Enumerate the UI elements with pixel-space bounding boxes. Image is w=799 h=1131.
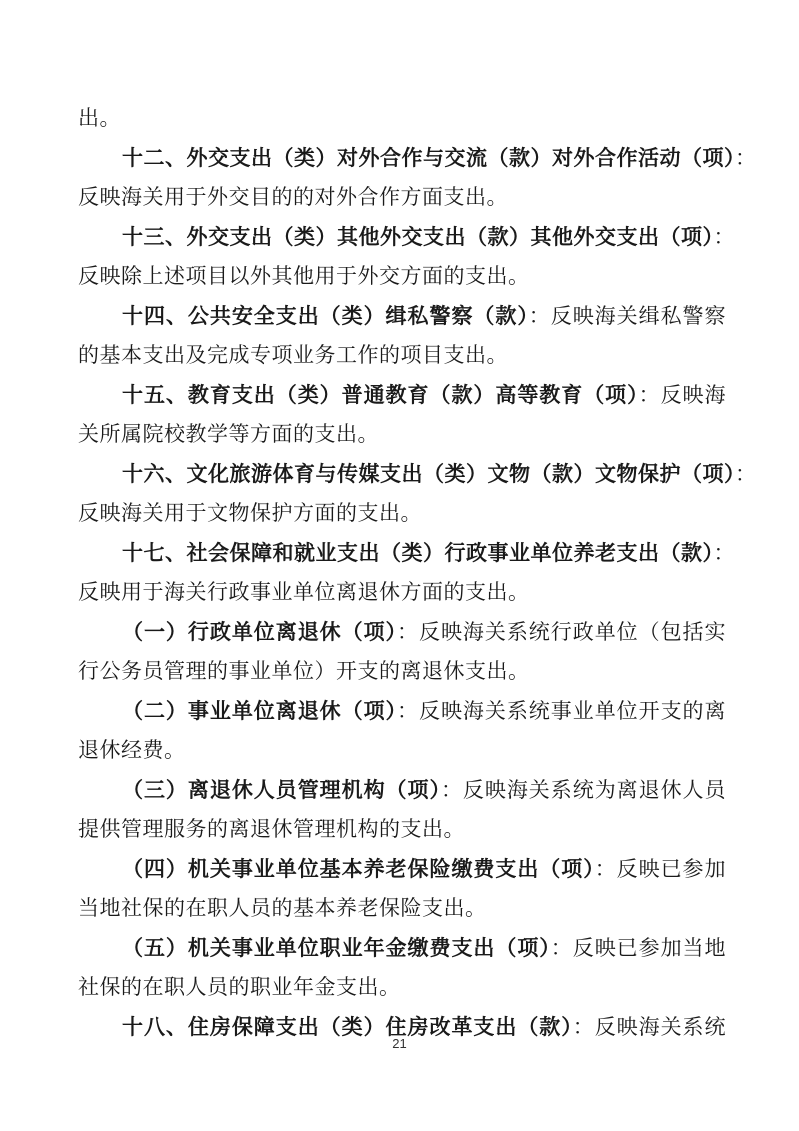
text-line — [122, 375, 726, 415]
text-line — [122, 849, 726, 889]
bold-heading: 十八、住房保障支出（类）住房改革支出（款） — [122, 1014, 573, 1039]
body-text: ：反映已参加当地 — [550, 935, 727, 960]
body-text: 行公务员管理的事业单位）开支的离退休支出。 — [78, 659, 530, 683]
text-line — [78, 730, 726, 770]
body-text: ：反映海关系统行政单位（包括实 — [397, 619, 727, 644]
body-text: 的基本支出及完成专项业务工作的项目支出。 — [78, 343, 508, 367]
text-line — [78, 414, 726, 454]
bold-heading: （三）离退休人员管理机构（项） — [122, 777, 441, 802]
body-text: ：反映海关系统 — [572, 1014, 727, 1039]
body-text: ：反映海关缉私警察 — [528, 303, 726, 328]
text-line — [78, 98, 726, 138]
body-text: ： — [735, 145, 757, 170]
text-line — [78, 493, 726, 533]
text-line — [122, 770, 726, 810]
text-line — [122, 454, 757, 494]
bold-heading: 十三、外交支出（类）其他外交支出（款）其他外交支出（项） — [122, 224, 714, 249]
bold-heading: （二）事业单位离退休（项） — [122, 698, 398, 723]
bold-heading: 十四、公共安全支出（类）缉私警察（款） — [122, 303, 529, 328]
text-line — [122, 138, 757, 178]
text-line — [78, 572, 726, 612]
body-text: 关所属院校教学等方面的支出。 — [78, 422, 379, 446]
text-line — [78, 967, 726, 1007]
body-text: 社保的在职人员的职业年金支出。 — [78, 975, 401, 999]
body-text: ： — [713, 540, 735, 565]
body-text: ： — [713, 224, 735, 249]
body-text: 反映海关用于外交目的的对外合作方面支出。 — [78, 185, 508, 209]
text-line — [122, 928, 726, 968]
body-text: 反映海关用于文物保护方面的支出。 — [78, 501, 422, 525]
body-text: 反映用于海关行政事业单位离退休方面的支出。 — [78, 580, 530, 604]
text-line — [78, 177, 726, 217]
text-line — [122, 612, 726, 652]
body-text: 出。 — [78, 106, 121, 130]
bold-heading: （四）机关事业单位基本养老保险缴费支出（项） — [122, 856, 595, 881]
bold-heading: 十七、社会保障和就业支出（类）行政事业单位养老支出（款） — [122, 540, 714, 565]
body-text: 当地社保的在职人员的基本养老保险支出。 — [78, 896, 487, 920]
body-text: 提供管理服务的离退休管理机构的支出。 — [78, 817, 465, 841]
body-text: ：反映海关系统为离退休人员 — [440, 777, 727, 802]
body-text: ：反映海关系统事业单位开支的离 — [397, 698, 727, 723]
bold-heading: 十二、外交支出（类）对外合作与交流（款）对外合作活动（项） — [122, 145, 735, 170]
bold-heading: （一）行政单位离退休（项） — [122, 619, 398, 644]
bold-heading: 十六、文化旅游体育与传媒支出（类）文物（款）文物保护（项） — [122, 461, 735, 486]
body-text: ： — [735, 461, 757, 486]
text-line — [78, 888, 726, 928]
text-line — [78, 256, 726, 296]
bold-heading: 十五、教育支出（类）普通教育（款）高等教育（项） — [122, 382, 639, 407]
page-number: 21 — [392, 1036, 407, 1051]
body-text: ：反映海 — [638, 382, 726, 407]
bold-heading: （五）机关事业单位职业年金缴费支出（项） — [122, 935, 551, 960]
text-line — [78, 335, 726, 375]
text-line — [78, 651, 726, 691]
text-line — [122, 533, 735, 573]
text-line — [122, 217, 735, 257]
body-text: 退休经费。 — [78, 738, 186, 762]
text-line — [122, 296, 726, 336]
body-text: ：反映已参加 — [594, 856, 727, 881]
text-line — [122, 691, 726, 731]
body-text: 反映除上述项目以外其他用于外交方面的支出。 — [78, 264, 530, 288]
text-line — [78, 809, 726, 849]
